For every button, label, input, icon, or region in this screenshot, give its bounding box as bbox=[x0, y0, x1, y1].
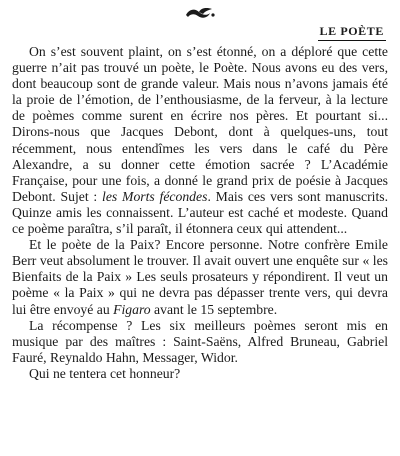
newspaper-name-figaro: Figaro bbox=[113, 301, 151, 317]
paragraph-3: La récompense ? Les six meilleurs poèmes seront mis en musique par des maîtres : Saint-Saëns, Alfred Bruneau, Gabriel Fauré, Reynaldo Hahn, Messager, Widor. bbox=[12, 317, 388, 365]
fleuron-icon bbox=[183, 6, 217, 20]
paragraph-1-text-b: . Mais ces vers sont manuscrits. Quinze amis les connaissent. L’auteur est caché et modeste. Quand ce poème paraîtra, s’il paraît, il étonnera ceux qui attendent... bbox=[12, 188, 389, 237]
paragraph-1 bbox=[12, 44, 388, 237]
paragraph-2-text-a: Et le poète de la Paix? Encore personne. Notre confrère Emile Berr veut absolument le trouver. Il avait ouvert une enquête sur « les Bienfaits de la Paix » Les seuls prosateurs y répondirent. Il veut un poème « la Paix » qui ne devra pas dépasser trente vers, qui devra lui être envoyé au bbox=[12, 237, 388, 317]
paragraph-2 bbox=[12, 237, 388, 317]
paragraph-1-text-a: On s’est souvent plaint, on s’est étonné, on a déploré que cette guerre n’ait pas trouvé un poète, le Poète. Nous avons eu des vers, dont beaucoup sont de grande valeur. Mais nous n’avons jamais été la proie de l’émotion, de l’enthousiasme, de la ferveur, à la lecture de poèmes comme surent en écrire nos pères. Et pourtant si... Dirons-nous que Jacques Debont, dont à quelques-uns, tout récemment, nous entendîmes les vers dans le café du Père Alexandre, a su donner cette émotion sacrée ? L’Académie Française, pour une fois, a donné le grand prix de poésie à Jacques Debont. Sujet : bbox=[12, 44, 388, 204]
paragraph-4: Qui ne tentera cet honneur? bbox=[29, 365, 181, 381]
poem-title-morts-fecondes: les Morts fécondes bbox=[102, 188, 208, 204]
paragraph-2-text-b: avant le 15 septembre. bbox=[150, 301, 278, 317]
section-title: LE POÈTE bbox=[318, 24, 386, 41]
article-body bbox=[12, 44, 388, 382]
